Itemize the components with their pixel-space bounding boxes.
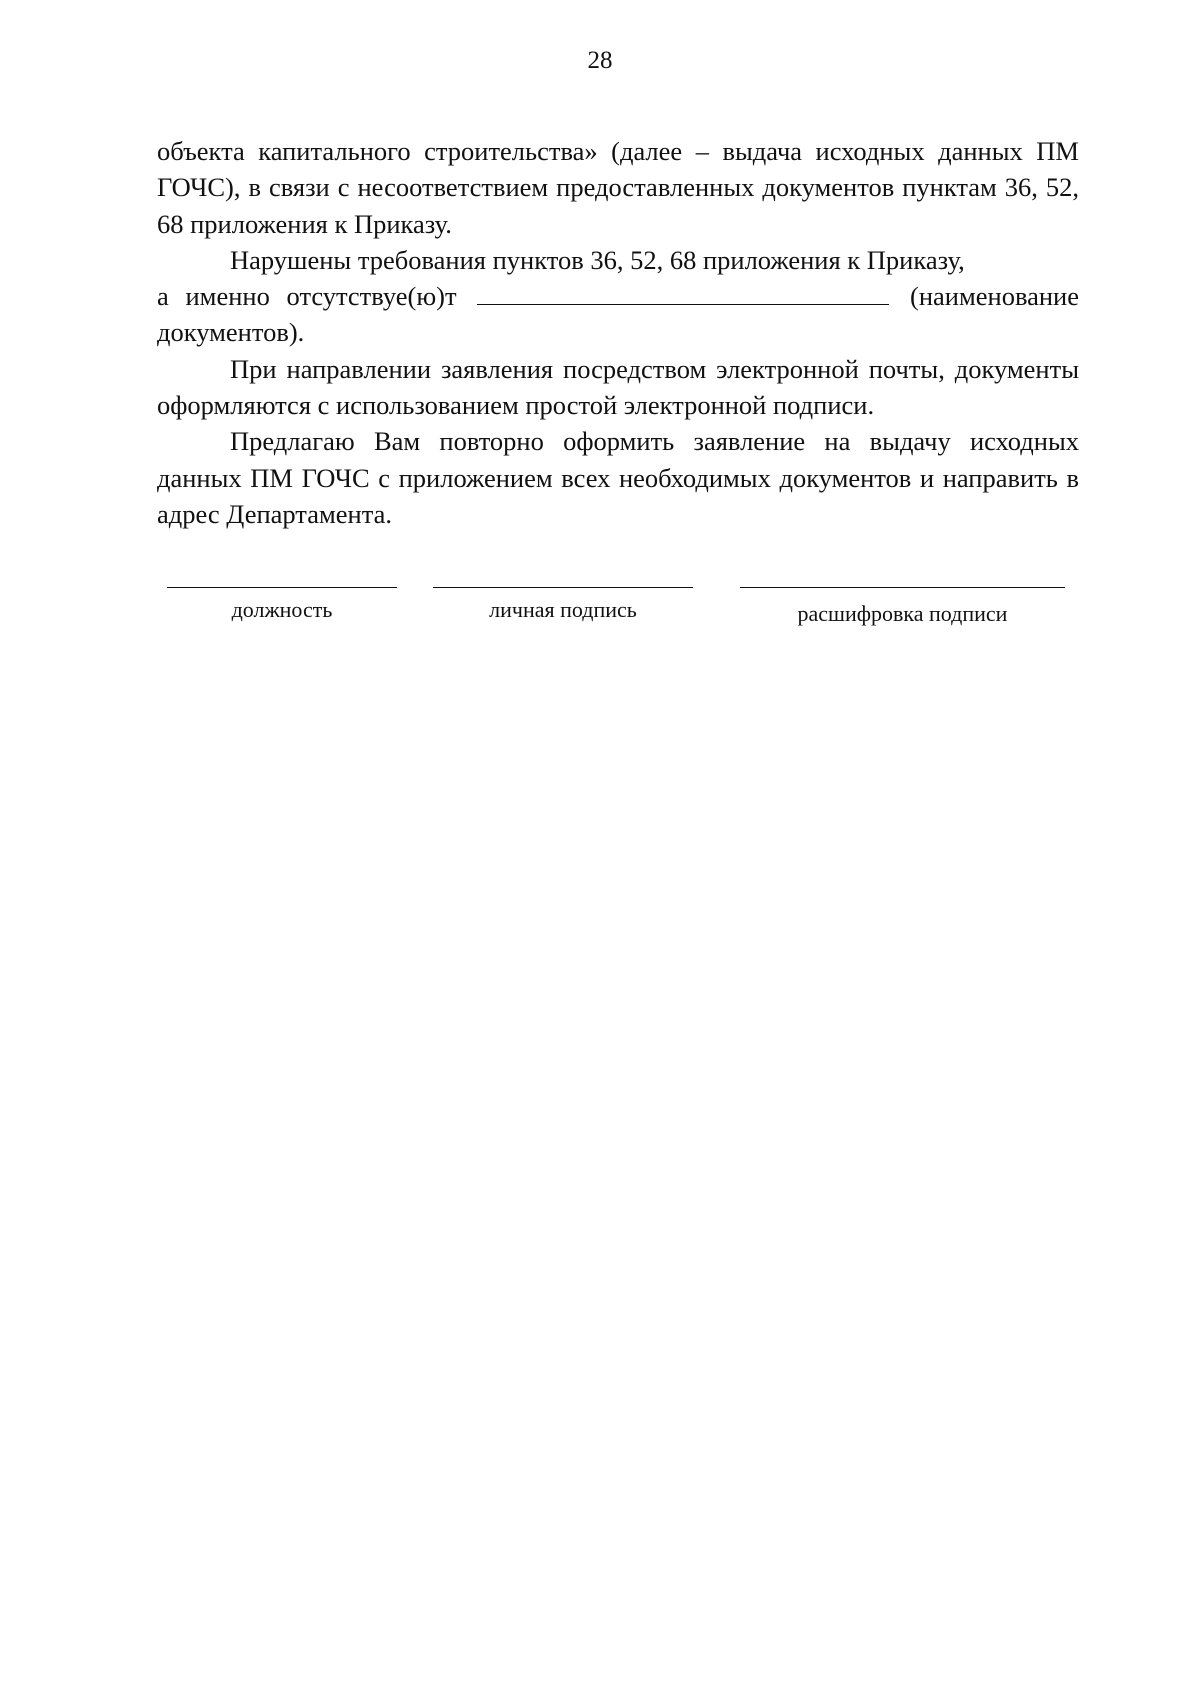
paragraph-violations: [157, 242, 1079, 351]
violations-line-2-start: а именно отсутствуе(ю)т: [157, 281, 457, 312]
document-body: [157, 133, 1079, 532]
position-signature-line: [167, 587, 397, 588]
paragraph-email-note: При направлении заявления посредством электронной почты, документы оформляются с использованием простой электронной подписи.: [157, 353, 1079, 421]
violations-line-3: документов).: [157, 317, 305, 348]
violations-line-1: Нарушены требования пунктов 36, 52, 68 приложения к Приказу,: [230, 244, 965, 275]
paragraph-resubmit-request: Предлагаю Вам повторно оформить заявление на выдачу исходных данных ПМ ГОЧС с приложением всех необходимых документов и направить в адрес Департамента.: [157, 426, 1079, 529]
position-label: должность: [231, 597, 333, 622]
document-name-blank: [477, 280, 889, 305]
personal-signature-line: [433, 587, 693, 588]
violations-line-2-end: (наименование: [910, 281, 1079, 312]
violations-line-2: [157, 278, 1079, 314]
paragraph-continuation: объекта капитального строительства» (далее – выдача исходных данных ПМ ГОЧС), в связи с несоответствием предоставленных документов пунктам 36, 52, 68 приложения к Приказу.: [157, 136, 1079, 239]
personal-signature-label: личная подпись: [489, 597, 637, 622]
signature-decoding-line: [740, 587, 1065, 588]
signature-decoding-label: расшифровка подписи: [797, 601, 1008, 626]
page-number: 28: [587, 47, 613, 74]
